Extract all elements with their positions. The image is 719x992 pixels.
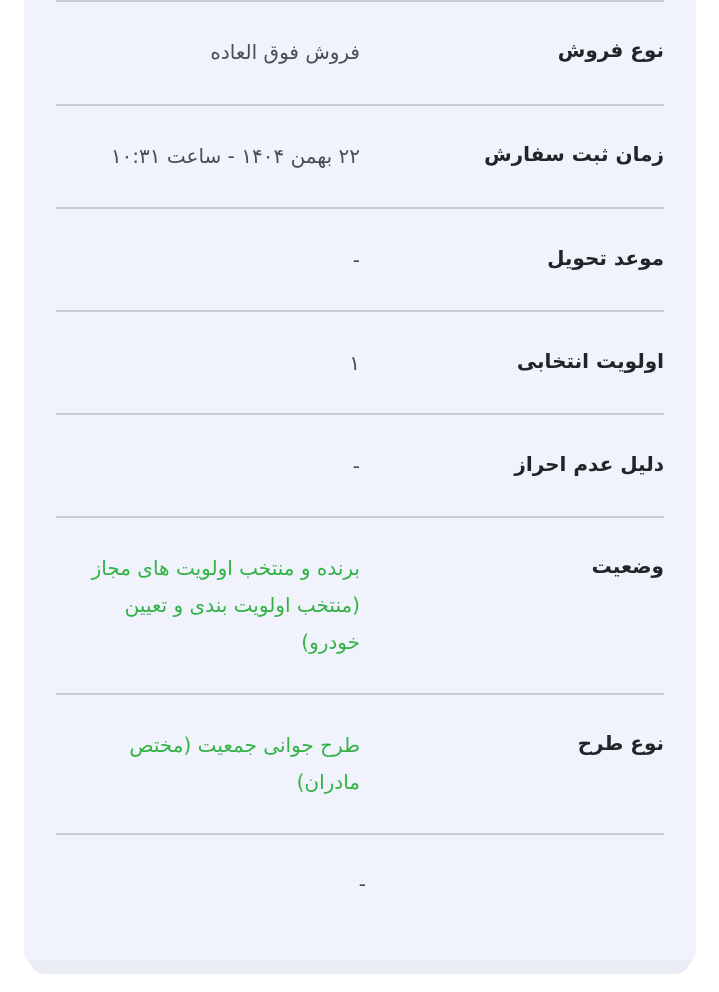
divider: [56, 310, 664, 312]
row-value: ۱: [349, 351, 360, 375]
row-value: -: [358, 872, 366, 896]
row-label: اولویت انتخابی: [516, 349, 664, 373]
row-value: -: [352, 454, 360, 478]
divider: [56, 0, 664, 2]
divider: [56, 516, 664, 518]
divider: [56, 413, 664, 415]
row-label: نوع طرح: [577, 731, 664, 755]
row-label: وضعیت: [591, 554, 664, 578]
row-label: زمان ثبت سفارش: [484, 142, 664, 166]
row-value: فروش فوق العاده: [210, 40, 360, 64]
divider: [56, 693, 664, 695]
row-value: ۲۲ بهمن ۱۴۰۴ - ساعت ۱۰:۳۱: [110, 144, 360, 168]
divider: [56, 207, 664, 209]
row-label: نوع فروش: [557, 38, 664, 62]
row-value: -: [352, 248, 360, 272]
status-value: برنده و منتخب اولویت های مجاز (منتخب اولویت بندی و تعیین خودرو): [91, 556, 360, 654]
divider: [56, 833, 664, 835]
plan-type-value: طرح جوانی جمعیت (مختص مادران): [129, 733, 360, 794]
card-bottom-edge: [30, 960, 690, 974]
row-label: موعد تحویل: [547, 246, 664, 270]
divider: [56, 104, 664, 106]
row-label: دلیل عدم احراز: [514, 452, 664, 476]
